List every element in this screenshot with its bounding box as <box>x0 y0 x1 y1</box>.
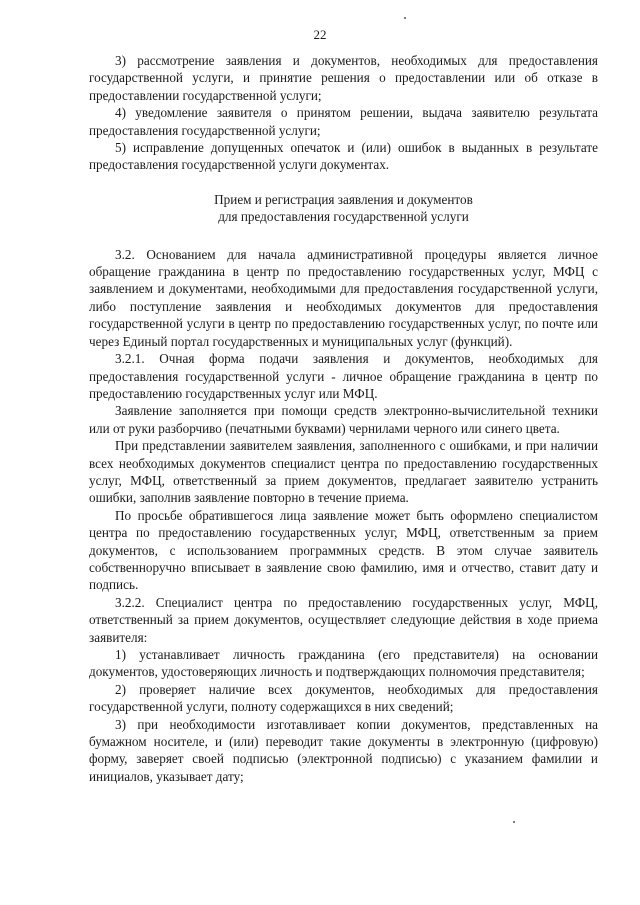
scan-speck <box>513 821 515 823</box>
paragraph: 3.2.2. Специалист центра по предоставлению государственных услуг, МФЦ, ответственный за прием документов, осуществляет следующие действия в ходе приема заявителя: <box>89 594 598 645</box>
list-item: 1) устанавливает личность гражданина (его представителя) на основании документов, удостоверяющих личность и подтверждающих полномочия представителя; <box>89 647 598 680</box>
list-item: 5) исправление допущенных опечаток и (или) ошибок в выданных в результате предоставления государственной услуги документах. <box>89 140 598 173</box>
list-item: 2) проверяет наличие всех документов, необходимых для предоставления государственной услуги, полноту содержащихся в них сведений; <box>89 681 598 715</box>
paragraph: По просьбе обратившегося лица заявление может быть оформлено специалистом центра по предоставлению государственных услуг, МФЦ, ответственным за прием документов, с использованием программных средств. В этом случае заявитель собственноручно вписывает в заявление свою фамилию, имя и отчество, ставит дату и подпись. <box>89 507 598 593</box>
scan-speck <box>404 17 406 19</box>
section-heading <box>89 191 598 226</box>
paragraph: 3.2.1. Очная форма подачи заявления и документов, необходимых для предоставления государственной услуги - личное обращение гражданина в центр по предоставлению государственных услуг или МФЦ. <box>89 351 598 401</box>
page-number: 22 <box>313 27 327 42</box>
document-body <box>89 52 598 785</box>
section-heading-line: для предоставления государственной услуги <box>218 209 469 225</box>
list-item: 3) при необходимости изготавливает копии документов, представленных на бумажном носителе, и (или) переводит такие документы в электронную (цифровую) форму, заверяет своей подписью (электронной подписью) с указанием фамилии и инициалов, указывает дату; <box>89 716 598 784</box>
paragraph: 3.2. Основанием для начала административной процедуры является личное обращение гражданина в центр по предоставлению государственных услуг, МФЦ с заявлением и документами, необходимыми для предоставления государственной услуги, либо поступление заявления и необходимых документов для предоставления государственной услуги в центр по предоставлению государственных услуг, по почте или через Единый портал государственных и муниципальных услуг (функций). <box>89 246 598 349</box>
list-item: 4) уведомление заявителя о принятом решении, выдача заявителю результата предоставления государственной услуги; <box>89 105 598 138</box>
section-heading-line: Прием и регистрация заявления и документов <box>214 191 473 207</box>
paragraph: При представлении заявителем заявления, заполненного с ошибками, и при наличии всех необходимых документов специалист центра по предоставлению государственных услуг, МФЦ, ответственный за прием документов, предлагает заявителю устранить ошибки, заполнив заявление повторно в течение приема. <box>89 438 598 506</box>
list-item: 3) рассмотрение заявления и документов, необходимых для предоставления государственной услуги, и принятие решения о предоставлении или об отказе в предоставлении государственной услуги; <box>89 53 598 103</box>
paragraph: Заявление заполняется при помощи средств электронно-вычислительной техники или от руки разборчиво (печатными буквами) чернилами черного или синего цвета. <box>89 403 598 436</box>
